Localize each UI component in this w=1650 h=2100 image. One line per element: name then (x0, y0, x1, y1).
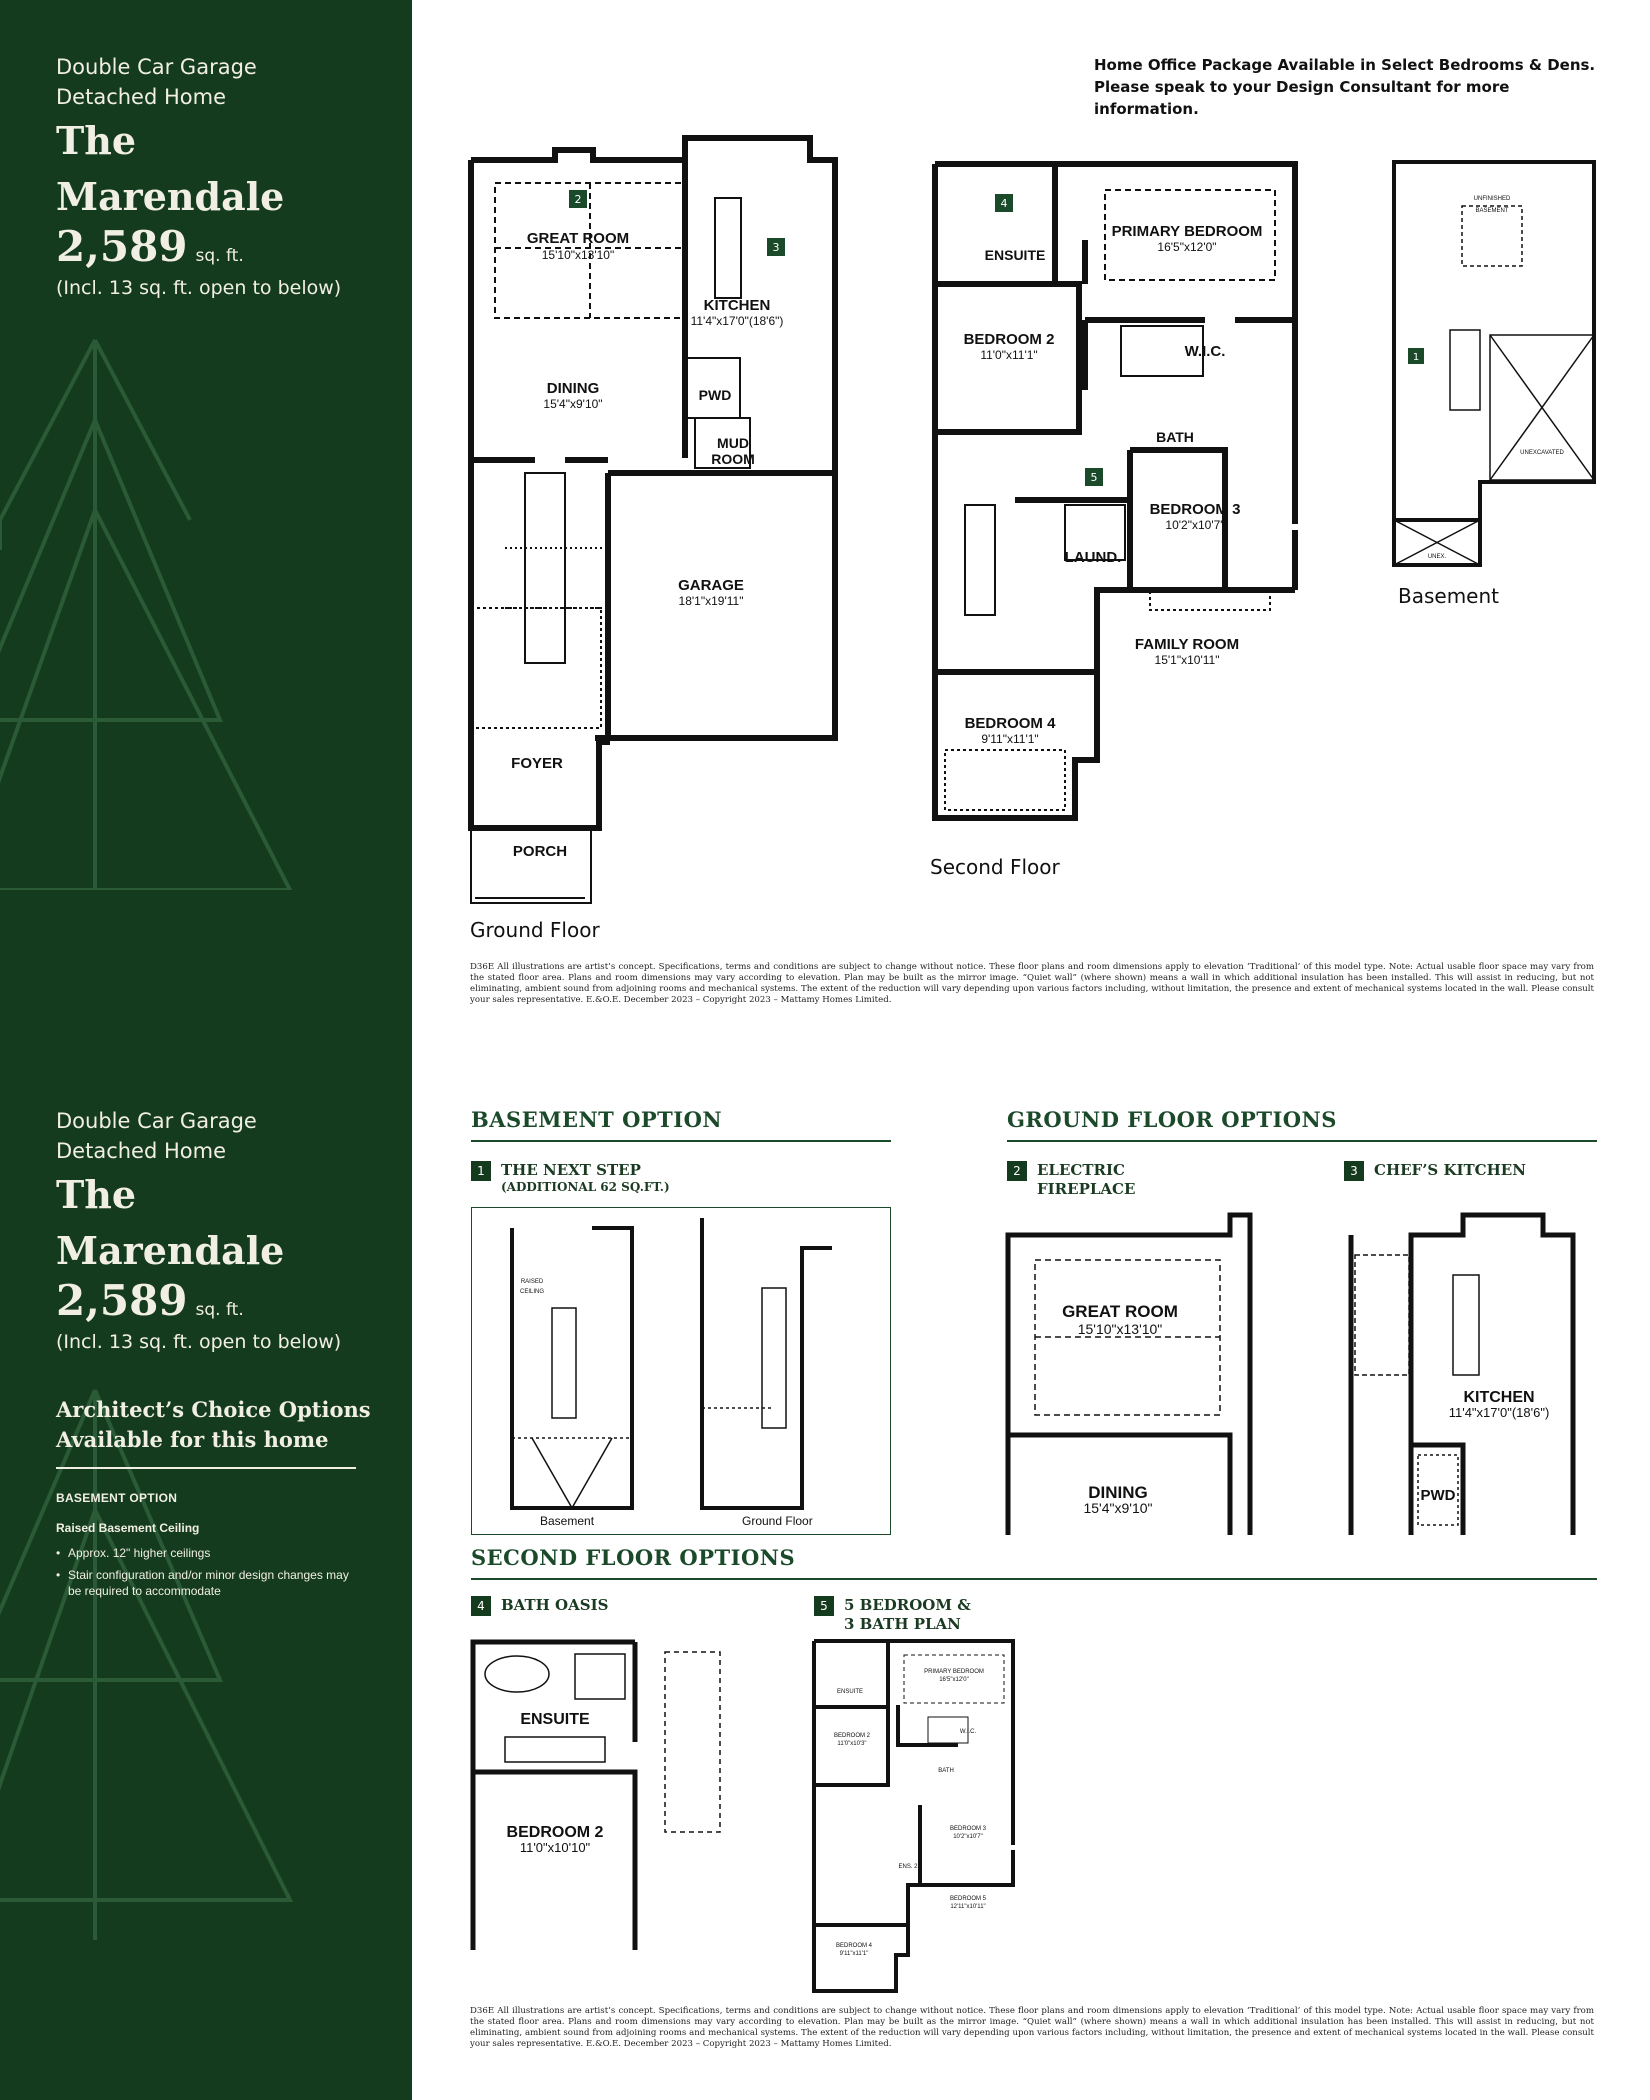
room-pwd: PWD (698, 387, 732, 403)
raised-ceiling-heading: Raised Basement Ceiling (56, 1521, 200, 1535)
room-primary-bedroom-dim: 16'5"x12'0" (1157, 240, 1217, 254)
option-5-bedroom-5-dim: 12'11"x10'11" (950, 1904, 986, 1910)
option-4-title: BATH OASIS (501, 1596, 609, 1614)
second-floor-label: Second Floor (930, 855, 1060, 879)
square-footage-note: (Incl. 13 sq. ft. open to below) (56, 277, 342, 299)
option-5-bath: BATH (938, 1768, 954, 1774)
option-5-bedroom-4-dim: 9'11"x11'1" (839, 1951, 869, 1957)
option-3-plan (1343, 1205, 1593, 1535)
room-primary-bedroom: PRIMARY BEDROOM (1111, 223, 1263, 240)
room-foyer: FOYER (511, 755, 563, 772)
option-4-bedroom-2-dim: 11'0"x10'10" (519, 1840, 591, 1855)
unfinished-line1: UNFINISHED (1473, 196, 1511, 202)
second-floor-options-title: SECOND FLOOR OPTIONS (471, 1545, 796, 1570)
room-porch: PORCH (512, 843, 568, 860)
basement-option-title: BASEMENT OPTION (471, 1107, 723, 1132)
option-5-bedroom-3: BEDROOM 3 (949, 1826, 987, 1832)
room-bedroom-2: BEDROOM 2 (963, 331, 1055, 348)
option-2-plan (1000, 1205, 1265, 1535)
home-type-line1: Double Car Garage (56, 1109, 257, 1133)
option-bullet: • Stair configuration and/or minor design changes may be required to accommodate (56, 1567, 356, 1599)
square-footage-unit: sq. ft. (195, 1300, 244, 1320)
basement-option-heading: BASEMENT OPTION (56, 1491, 178, 1505)
room-garage: GARAGE (678, 577, 744, 594)
option-3-kitchen-dim: 11'4"x17'0"(18'6") (1448, 1405, 1550, 1420)
option-4-number: 4 (471, 1596, 491, 1616)
svg-text:CEILING: CEILING (519, 1289, 545, 1295)
home-type-line2: Detached Home (56, 1139, 226, 1163)
svg-text:RAISED: RAISED (520, 1279, 544, 1285)
option-1-header (471, 1161, 670, 1194)
option-marker-2: 2 (574, 193, 582, 206)
options-title-line2: Available for this home (56, 1427, 329, 1452)
option-4-header (471, 1596, 608, 1616)
room-wic: W.I.C. (1184, 343, 1226, 360)
room-bedroom-2-dim: 11'0"x11'1" (980, 348, 1038, 362)
room-bedroom-3: BEDROOM 3 (1149, 501, 1241, 518)
option-marker-4: 4 (1000, 197, 1008, 210)
options-divider (56, 1467, 356, 1469)
unex-label: UNEX. (1427, 554, 1447, 560)
option-5-bedroom-5: BEDROOM 5 (949, 1896, 987, 1902)
basement-option-rule (471, 1140, 891, 1142)
ground-floor-label: Ground Floor (470, 918, 600, 942)
unexcavated-label: UNEXCAVATED (1520, 450, 1564, 456)
option-2-title-line1: ELECTRIC (1037, 1161, 1125, 1179)
option-2-header (1007, 1161, 1135, 1199)
room-family-room: FAMILY ROOM (1134, 636, 1240, 653)
option-5-header (814, 1596, 971, 1634)
room-dining-dim: 15'4"x9'10" (543, 397, 603, 411)
sidebar-top-block (56, 52, 376, 299)
option-2-great-room-dim: 15'10"x13'10" (1077, 1321, 1163, 1337)
option-2-dining: DINING (1088, 1483, 1148, 1502)
option-1-number: 1 (471, 1161, 491, 1181)
option-2-title-line2: FIREPLACE (1037, 1180, 1136, 1198)
room-ensuite: ENSUITE (984, 247, 1046, 263)
sidebar (0, 0, 412, 2100)
model-name-line1: The (56, 1172, 137, 1217)
room-mud-line1: MUD (717, 435, 749, 451)
room-dining: DINING (546, 380, 600, 397)
unfinished-line2: BASEMENT (1475, 208, 1509, 214)
option-1-box (471, 1207, 891, 1535)
option-5-primary: PRIMARY BEDROOM (924, 1669, 984, 1675)
second-floor-plan (925, 150, 1315, 830)
model-name-line2: Marendale (56, 174, 285, 219)
room-garage-dim: 18'1"x19'11" (678, 594, 744, 608)
option-5-ensuite: ENSUITE (836, 1689, 864, 1695)
option-4-bedroom-2: BEDROOM 2 (506, 1824, 604, 1841)
option-5-wic: W.I.C. (959, 1729, 977, 1735)
basement-plan (1380, 140, 1610, 580)
option-marker-5: 5 (1090, 471, 1098, 484)
option-2-number: 2 (1007, 1161, 1027, 1181)
room-bedroom-4: BEDROOM 4 (964, 715, 1056, 732)
option-5-bedroom-2: BEDROOM 2 (833, 1733, 871, 1739)
option-marker-1: 1 (1412, 352, 1420, 363)
tree-graphic-top (0, 330, 310, 890)
option-marker-3: 3 (772, 241, 780, 254)
option-5-number: 5 (814, 1596, 834, 1616)
model-name-line1: The (56, 118, 137, 163)
room-family-room-dim: 15'1"x10'11" (1154, 653, 1220, 667)
model-name-line2: Marendale (56, 1228, 285, 1273)
option-3-kitchen: KITCHEN (1463, 1389, 1535, 1406)
ground-floor-options-rule (1007, 1140, 1597, 1142)
option-5-title-line1: 5 BEDROOM & (844, 1596, 971, 1614)
home-type-line1: Double Car Garage (56, 55, 257, 79)
disclaimer-top: D36E All illustrations are artist’s concept. Specifications, terms and conditions are subject to change without notice. These floor plans and room dimensions apply to elevation ‘Traditional’ of this model type. Note: Actual usable floor space may vary from the stated floor area. Plans and room dimensions may vary according to elevation. Plan may be built as the mirror image. “Quiet wall” (where shown) means a wall in which additional insulation has been installed. This will assist in reducing, but not eliminating, ambient sound from adjoining rooms and mechanical systems. The extent of the reduction will vary depending upon various factors including, without limitation, the presence and extent of mechanical systems located in the wall. Please consult your sales representative. E.&O.E. December 2023 – Copyright 2023 – Mattamy Homes Limited. (470, 962, 1594, 1005)
option-5-bedroom-3-dim: 10'2"x10'7" (953, 1834, 983, 1840)
ground-floor-options-title: GROUND FLOOR OPTIONS (1007, 1107, 1337, 1132)
option-5-bedroom-4: BEDROOM 4 (835, 1943, 873, 1949)
option-5-title-line2: 3 BATH PLAN (844, 1615, 961, 1633)
option-2-dining-dim: 15'4"x9'10" (1083, 1500, 1153, 1516)
option-1-subtitle: (ADDITIONAL 62 SQ.FT.) (501, 1180, 670, 1194)
option-5-primary-dim: 16'5"x12'0" (939, 1677, 969, 1683)
square-footage: 2,589 (56, 222, 188, 271)
option-1-plan (472, 1208, 890, 1534)
room-bath: BATH (1156, 429, 1194, 445)
sidebar-bottom-block (56, 1106, 376, 1605)
second-floor-options-rule (471, 1578, 1597, 1580)
option-5-plan (808, 1635, 1018, 1997)
option-1-title-text: THE NEXT STEP (501, 1161, 641, 1179)
option-1-title (501, 1161, 670, 1194)
room-laundry: LAUND. (1064, 549, 1122, 566)
option-bullet: • Approx. 12" higher ceilings (56, 1545, 376, 1561)
home-type-line2: Detached Home (56, 85, 226, 109)
notice-line1: Home Office Package Available in Select Bedrooms & Dens. (1094, 56, 1596, 74)
square-footage-note: (Incl. 13 sq. ft. open to below) (56, 1331, 342, 1353)
option-3-pwd: PWD (1420, 1487, 1456, 1504)
option-1-caption-ground: Ground Floor (742, 1514, 813, 1528)
notice-line2: Please speak to your Design Consultant for more information. (1094, 78, 1510, 118)
option-3-title: CHEF’S KITCHEN (1374, 1161, 1526, 1179)
basement-label: Basement (1398, 584, 1500, 608)
option-5-bedroom-2-dim: 11'0"x10'3" (837, 1741, 867, 1747)
room-bedroom-4-dim: 9'11"x11'1" (981, 732, 1039, 746)
option-2-great-room: GREAT ROOM (1062, 1302, 1178, 1321)
square-footage-unit: sq. ft. (195, 246, 244, 266)
square-footage: 2,589 (56, 1276, 188, 1325)
room-mud-line2: ROOM (711, 451, 755, 467)
option-5-ens-2: ENS. 2 (898, 1864, 918, 1870)
home-office-notice (1094, 54, 1604, 120)
option-1-caption-basement: Basement (540, 1514, 595, 1528)
option-3-header (1344, 1161, 1526, 1181)
disclaimer-bottom: D36E All illustrations are artist’s concept. Specifications, terms and conditions are subject to change without notice. These floor plans and room dimensions apply to elevation ‘Traditional’ of this model type. Note: Actual usable floor space may vary from the stated floor area. Plans and room dimensions may vary according to elevation. Plan may be built as the mirror image. “Quiet wall” (where shown) means a wall in which additional insulation has been installed. This will assist in reducing, but not eliminating, ambient sound from adjoining rooms and mechanical systems. The extent of the reduction will vary depending upon various factors including, without limitation, the presence and extent of mechanical systems located in the wall. Please consult your sales representative. E.&O.E. December 2023 – Copyright 2023 – Mattamy Homes Limited. (470, 2006, 1594, 2049)
option-2-title (1037, 1161, 1135, 1199)
room-kitchen-dim: 11'4"x17'0"(18'6") (690, 314, 784, 328)
option-3-number: 3 (1344, 1161, 1364, 1181)
room-bedroom-3-dim: 10'2"x10'7" (1165, 518, 1225, 532)
ground-floor-plan (465, 128, 845, 918)
room-kitchen: KITCHEN (703, 297, 771, 314)
room-great-room: GREAT ROOM (526, 230, 630, 247)
room-great-room-dim: 15'10"x13'10" (541, 248, 615, 262)
option-4-plan (465, 1632, 725, 1950)
options-title-line1: Architect’s Choice Options (56, 1397, 371, 1422)
option-4-ensuite: ENSUITE (520, 1711, 590, 1728)
option-5-title (844, 1596, 971, 1634)
